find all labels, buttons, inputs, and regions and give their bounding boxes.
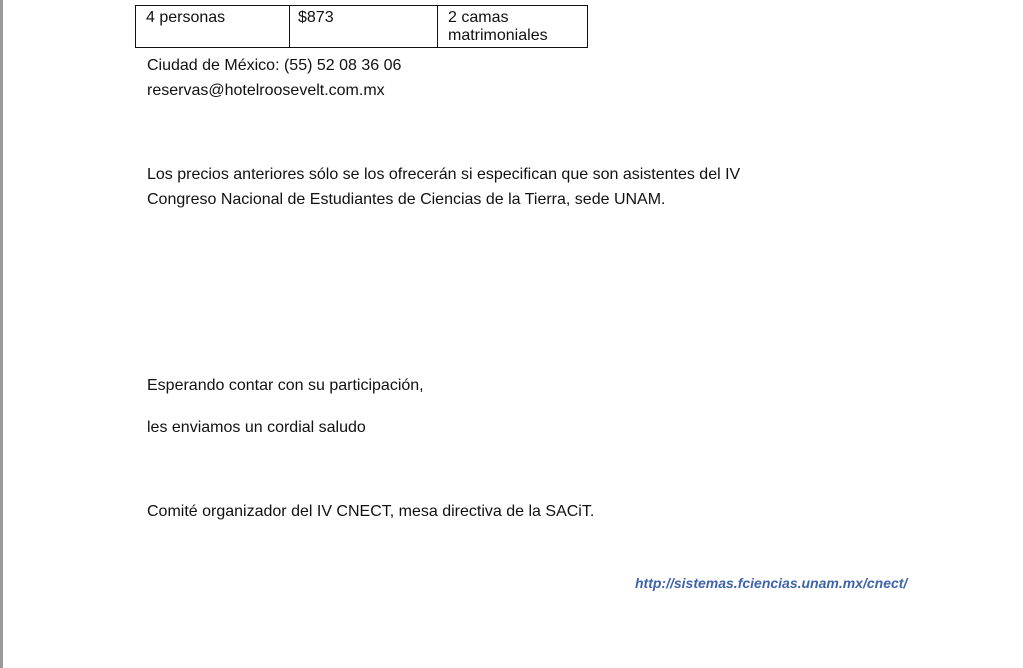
notice-line-2: Congreso Nacional de Estudiantes de Ciencias de la Tierra, sede UNAM. [147,191,666,208]
signature-line: Comité organizador del IV CNECT, mesa directiva de la SACiT. [147,503,595,520]
beds-cell: 2 camas matrimoniales [438,6,588,48]
people-cell: 4 personas [136,6,290,48]
event-website-link[interactable]: http://sistemas.fciencias.unam.mx/cnect/ [635,575,908,591]
contact-email: reservas@hotelroosevelt.com.mx [147,82,385,99]
closing-line-2: les enviamos un cordial saludo [147,419,366,436]
notice-line-1: Los precios anteriores sólo se los ofrecerán si especifican que son asistentes del IV [147,166,741,183]
contact-phone: Ciudad de México: (55) 52 08 36 06 [147,57,402,74]
rates-table [135,5,588,48]
closing-line-1: Esperando contar con su participación, [147,377,424,394]
price-cell: $873 [290,6,438,48]
table-row [136,6,588,48]
